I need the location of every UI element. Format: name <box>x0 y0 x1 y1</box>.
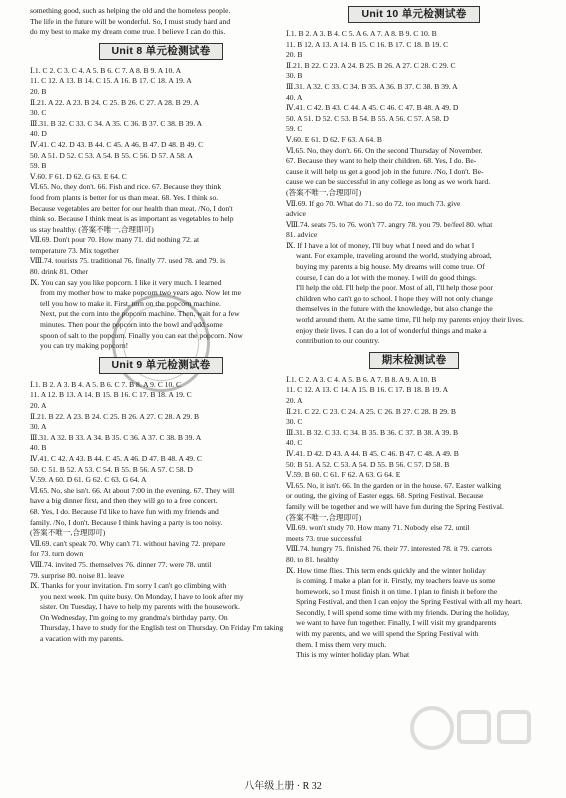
answer-line: Because vegetables are better for our health than meat. /No, I don't <box>30 203 233 213</box>
essay-line: tell you how to make it. First, turn on the popcorn machine. <box>40 298 221 308</box>
answer-line: 50. C 51. B 52. A 53. C 54. B 55. B 56. A 57. C 58. D <box>30 464 193 474</box>
unit10-header <box>286 6 542 23</box>
unit8-header <box>30 43 292 60</box>
intro-line: do my best to make my dream come true. I believe I can do this. <box>30 27 226 37</box>
intro-line: The life in the future will be wonderful. So, I must study hard and <box>30 16 231 26</box>
page-footer: 八年级上册 · R 32 <box>244 781 322 792</box>
section-mark: Ⅸ. <box>30 277 41 287</box>
answer-line: us stay healthy. (答案不唯一,合理即可) <box>30 224 154 234</box>
essay-line <box>30 581 292 592</box>
unit9-title: Unit 9 单元检测试卷 <box>99 357 224 374</box>
essay-line <box>286 566 542 577</box>
answer-line: Ⅰ.1. C 2. A 3. C 4. A 5. B 6. A 7. B 8. A 9. A 10. B <box>286 374 437 384</box>
answer-line: Ⅶ.69. won't study 70. How many 71. Nobody else 72. until <box>286 523 470 533</box>
unit10-title: Unit 10 单元检测试卷 <box>348 6 479 23</box>
answer-line: 30. B <box>286 71 303 81</box>
essay-line: children who can't go to school. I hope they will not only change <box>296 293 493 303</box>
answer-line: Ⅲ.31. B 32. C 33. C 34. A 35. C 36. B 37. C 38. B 39. A <box>30 118 203 128</box>
answer-line: 20. B <box>30 86 47 96</box>
essay-line: Secondly, I will spend some time with my friends. During the holiday, <box>296 607 510 617</box>
essay-line <box>286 241 542 252</box>
answer-line: Ⅱ.21. B 22. A 23. B 24. C 25. B 26. A 27. C 28. A 29. B <box>30 411 200 421</box>
essay-line: a vacation with my parents. <box>40 634 124 644</box>
answer-line: 40. D <box>30 129 47 139</box>
answer-line: have a big dinner first, and then they will go to a free concert. <box>30 496 218 506</box>
answer-line: Ⅳ.41. C 42. B 43. C 44. A 45. C 46. C 47. B 48. A 49. D <box>286 103 459 113</box>
essay-line: you next week. I'm quite busy. On Monday, I have to look after my <box>40 591 244 601</box>
answer-line: Ⅵ.65. No, it isn't. 66. In the garden or in the house. 67. Easter walking <box>286 480 502 490</box>
unit9-answers <box>30 380 292 581</box>
answer-line: Ⅷ.74. hungry 75. finished 76. their 77. interested 78. it 79. carrots <box>286 544 492 554</box>
intro-line: something good, such as helping the old and the homeless people. <box>30 6 231 15</box>
intro-paragraph <box>30 6 292 38</box>
answer-line: think so. Because I think meat is as important as vegetables to help <box>30 214 234 224</box>
essay-line: themselves in the future with the knowledge, but also change the <box>296 304 493 314</box>
answer-line: 50. B 51. A 52. C 53. A 54. D 55. B 56. C 57. D 58. B <box>286 459 450 469</box>
answer-line: Ⅵ.65. No, she isn't. 66. At about 7:00 in the evening. 67. They will <box>30 485 235 495</box>
essay-line: Next, put the corn into the popcorn machine. Then, wait for a few <box>40 309 240 319</box>
answer-line: Ⅷ.74. seats 75. to 76. won't 77. angry 78. you 79. be/feel 80. what <box>286 219 493 229</box>
answer-line: 40. A <box>286 92 303 102</box>
unit8-answers <box>30 66 292 278</box>
final-essay <box>286 566 542 661</box>
essay-line: sister. On Tuesday, I have to help my parents with the housework. <box>40 602 240 612</box>
answer-line: Ⅱ.21. C 22. C 23. C 24. A 25. C 26. B 27. C 28. B 29. B <box>286 406 456 416</box>
answer-line: cause we can be successful in any college as long as we work hard. <box>286 177 491 187</box>
answer-line: 59. C <box>286 124 303 134</box>
essay-line: buying my parents a big house. My dreams will come true. Of <box>296 262 485 272</box>
left-column <box>30 6 292 645</box>
answer-line: 68. Yes, I do. Because I'd like to have fun with my friends and <box>30 506 219 516</box>
answer-line: for 73. turn down <box>30 549 84 559</box>
answer-line: Ⅴ.59. A 60. D 61. G 62. C 63. G 64. A <box>30 475 147 485</box>
answer-line: Ⅱ.21. B 22. C 23. A 24. B 25. B 26. A 27. C 28. C 29. C <box>286 60 456 70</box>
essay-line: contribution to our country. <box>296 336 380 346</box>
essay-line: from my mother how to make popcorn two years ago. Now let me <box>40 288 241 298</box>
essay-text: How time flies. This term ends quickly and the winter holiday <box>297 565 486 575</box>
unit9-header <box>30 357 292 374</box>
answer-line: 30. A <box>30 422 47 432</box>
answer-line: food from plants is better for us than meat. 68. Yes. I think so. <box>30 192 219 202</box>
watermark-logo-icon <box>404 698 554 768</box>
essay-line: want. For example, traveling around the world, studying abroad, <box>296 251 492 261</box>
answer-line: Ⅳ.41. C 42. D 43. B 44. C 45. A 46. B 47. D 48. B 49. C <box>30 139 204 149</box>
answer-line: 80. to 81. healthy <box>286 554 339 564</box>
answer-line: 50. A 51. D 52. C 53. B 54. B 55. A 56. C 57. A 58. D <box>286 113 449 123</box>
section-mark: Ⅸ. <box>286 565 298 575</box>
essay-line: spoon of salt to the popcorn. Finally you can eat the popcorn. Now <box>40 330 243 340</box>
answer-line: 11. A 12. B 13. A 14. B 15. B 16. C 17. B 18. A 19. C <box>30 390 192 400</box>
answer-line: 20. A <box>286 396 303 405</box>
answer-line: Ⅵ.65. No, they don't. 66. On the second Thursday of November. <box>286 145 483 155</box>
answer-line: 80. drink 81. Other <box>30 267 88 277</box>
essay-line: world around them. At the same time, I'll help my parents enjoy their lives. <box>296 315 524 325</box>
final-answers <box>286 375 542 566</box>
essay-line: On Wednesday, I'm going to my grandma's birthday party. On <box>40 612 228 622</box>
answer-line: or outing, the giving of Easter eggs. 68. Spring Festival. Because <box>286 491 484 501</box>
answer-line: Ⅳ.41. C 42. A 43. B 44. C 45. A 46. D 47. B 48. A 49. C <box>30 453 202 463</box>
unit10-answers <box>286 29 542 241</box>
essay-text: Thanks for your invitation. I'm sorry I can't go climbing with <box>41 581 227 591</box>
answer-line: 30. C <box>286 417 303 427</box>
answer-line: Ⅴ.59. B 60. C 61. F 62. A 63. G 64. E <box>286 470 401 480</box>
essay-line: Spring Festival, and then I can enjoy the Spring Festival with all my heart. <box>296 597 523 607</box>
answer-line: Ⅶ.69. Don't pour 70. How many 71. did nothing 72. at <box>30 235 200 245</box>
answer-line: Ⅴ.60. F 61. D 62. G 63. E 64. C <box>30 171 127 181</box>
answer-line: Ⅲ.31. A 32. C 33. C 34. B 35. A 36. B 37. C 38. B 39. A <box>286 81 458 91</box>
answer-line: Ⅲ.31. B 32. C 33. C 34. B 35. B 36. C 37. B 38. A 39. B <box>286 427 459 437</box>
essay-text: You can say you like popcorn. I like it very much. I learned <box>40 277 222 287</box>
essay-line: Thursday, I have to study for the English test on Thursday. On Friday I'm taking <box>40 623 284 633</box>
answer-line: family will be together and we will have fun during the Spring Festival. <box>286 501 504 511</box>
answer-line: Ⅳ.41. D 42. D 43. A 44. B 45. C 46. B 47. C 48. A 49. B <box>286 448 459 458</box>
section-mark: Ⅸ. <box>30 581 41 591</box>
answer-line: 59. B <box>30 161 47 171</box>
answer-line: 50. A 51. D 52. C 53. A 54. B 55. C 56. D 57. A 58. A <box>30 150 193 160</box>
answer-line: (答案不唯一,合理即可) <box>286 187 362 197</box>
answer-line: Ⅵ.65. No, they don't. 66. Fish and rice. 67. Because they think <box>30 182 222 192</box>
unit10-essay <box>286 241 542 347</box>
answer-line: 81. advice <box>286 230 318 240</box>
answer-line: 11. C 12. A 13. B 14. C 15. A 16. B 17. C 18. A 19. A <box>30 76 192 86</box>
answer-line: 67. Because they want to help their children. 68. Yes, I do. Be- <box>286 156 477 166</box>
unit8-essay <box>30 278 292 352</box>
answer-line: 20. B <box>286 50 303 60</box>
answer-line: Ⅱ.21. A 22. A 23. B 24. C 25. B 26. C 27. A 28. B 29. A <box>30 97 200 107</box>
answer-line: 11. C 12. A 13. C 14. A 15. B 16. C 17. B 18. B 19. A <box>286 385 449 395</box>
answer-line: Ⅷ.74. tourists 75. traditional 76. finally 77. used 78. and 79. is <box>30 256 226 266</box>
essay-line: minutes. Then pour the popcorn into the bowl and add some <box>40 320 223 330</box>
answer-line: temperature 73. Mix together <box>30 245 119 255</box>
answer-line: Ⅷ.74. invited 75. themselves 76. dinner 77. were 78. until <box>30 559 212 569</box>
essay-line: I'll help the old. I'll help the poor. Most of all, I'll help those poor <box>296 283 494 293</box>
final-title: 期末检测试卷 <box>369 352 460 369</box>
answer-line: 79. surprise 80. noise 81. leave <box>30 570 125 580</box>
essay-line <box>30 278 292 289</box>
essay-line: you can try making popcorn! <box>40 341 129 351</box>
answer-line: 40. C <box>286 438 303 448</box>
answer-line: family. /No, I don't. Because I think having a party is too noisy. <box>30 517 223 527</box>
answer-line: cause it will help us get a good job in the future. /No, I don't. Be- <box>286 166 484 176</box>
answer-line: Ⅶ.69. If go 70. What do 71. so do 72. too much 73. give <box>286 198 461 208</box>
answer-line: Ⅴ.60. E 61. D 62. F 63. A 64. B <box>286 134 382 144</box>
answer-line: Ⅰ.1. B 2. A 3. B 4. A 5. B 6. C 7. B 8. A 9. C 10. C <box>30 379 182 389</box>
essay-line: homework, so I must finish it on time. I plan to finish it before the <box>296 586 498 596</box>
answer-line: (答案不唯一,合理即可) <box>286 512 362 522</box>
answer-line: Ⅲ.31. A 32. B 33. A 34. B 35. C 36. A 37. C 38. B 39. A <box>30 432 202 442</box>
essay-line: This is my winter holiday plan. What <box>296 650 410 660</box>
answer-line: 11. B 12. A 13. A 14. B 15. C 16. B 17. C 18. B 19. C <box>286 39 449 49</box>
answer-line: Ⅰ.1. C 2. C 3. C 4. A 5. B 6. C 7. A 8. B 9. A 10. A <box>30 65 182 75</box>
answer-line: meets 73. true successful <box>286 533 362 543</box>
answer-line: 20. A <box>30 401 47 410</box>
answer-line: (答案不唯一,合理即可) <box>30 528 106 538</box>
answer-line: advice <box>286 209 306 219</box>
essay-line: with my parents, and we will spend the Spring Festival with <box>296 629 479 639</box>
essay-line: enjoy their lives. I can do a lot of wonderful things and make a <box>296 325 487 335</box>
essay-line: course, I can do a lot with the money. I will do good things. <box>296 272 477 282</box>
unit9-essay <box>30 581 292 645</box>
essay-line: is coming. I make a plan for it. Firstly, my teachers leave us some <box>296 576 496 586</box>
answer-line: 40. B <box>30 443 47 453</box>
final-header <box>286 352 542 369</box>
essay-line: we want to have fun together. Finally, I will visit my grandparents <box>296 618 497 628</box>
answer-line: Ⅰ.1. B 2. A 3. B 4. C 5. A 6. A 7. A 8. B 9. C 10. B <box>286 29 437 38</box>
answer-line: Ⅶ.69. can't speak 70. Why can't 71. without having 72. prepare <box>30 538 226 548</box>
section-mark: Ⅸ. <box>286 240 298 250</box>
answer-line: 30. C <box>30 108 47 118</box>
essay-line: them. I miss them very much. <box>296 639 387 649</box>
essay-text: If I have a lot of money, I'll buy what I need and do what I <box>297 240 475 250</box>
unit8-title: Unit 8 单元检测试卷 <box>99 43 224 60</box>
right-column <box>286 6 542 661</box>
